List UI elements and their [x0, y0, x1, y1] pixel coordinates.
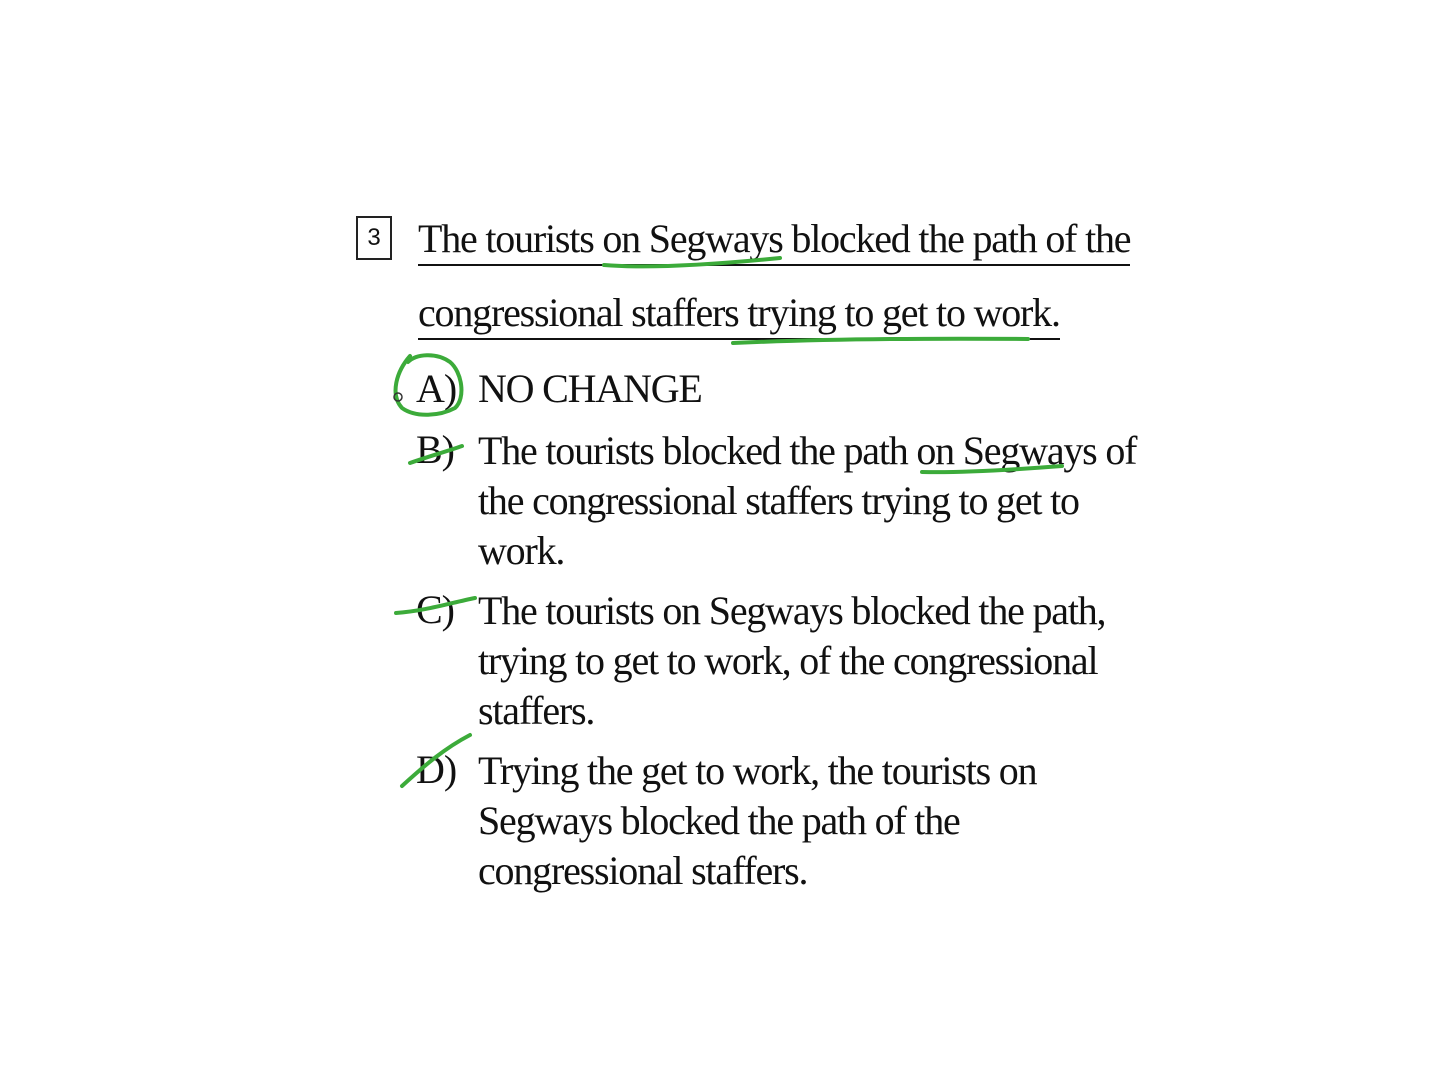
question-stem-line-1: The tourists on Segways blocked the path of the	[418, 214, 1130, 266]
option-text-d: Trying the get to work, the tourists on Segways blocked the path of the congressional staffers.	[478, 748, 1037, 893]
question-number: 3	[367, 224, 381, 251]
option-text-c: The tourists on Segways blocked the path, trying to get to work, of the congressional staffers.	[478, 588, 1106, 733]
pen-cursor-icon	[394, 393, 402, 401]
option-text-a: NO CHANGE	[478, 366, 702, 411]
option-letter-d: D)	[416, 747, 457, 792]
question-stem-line-2: congressional staffers trying to get to work.	[418, 288, 1060, 340]
option-text-b: The tourists blocked the path on Segways of the congressional staffers trying to get to work.	[478, 428, 1137, 573]
option-letter-b: B)	[416, 427, 454, 472]
option-letter-a: A)	[416, 366, 457, 411]
option-letter-c: C)	[416, 587, 454, 632]
question-number-box	[356, 216, 392, 260]
